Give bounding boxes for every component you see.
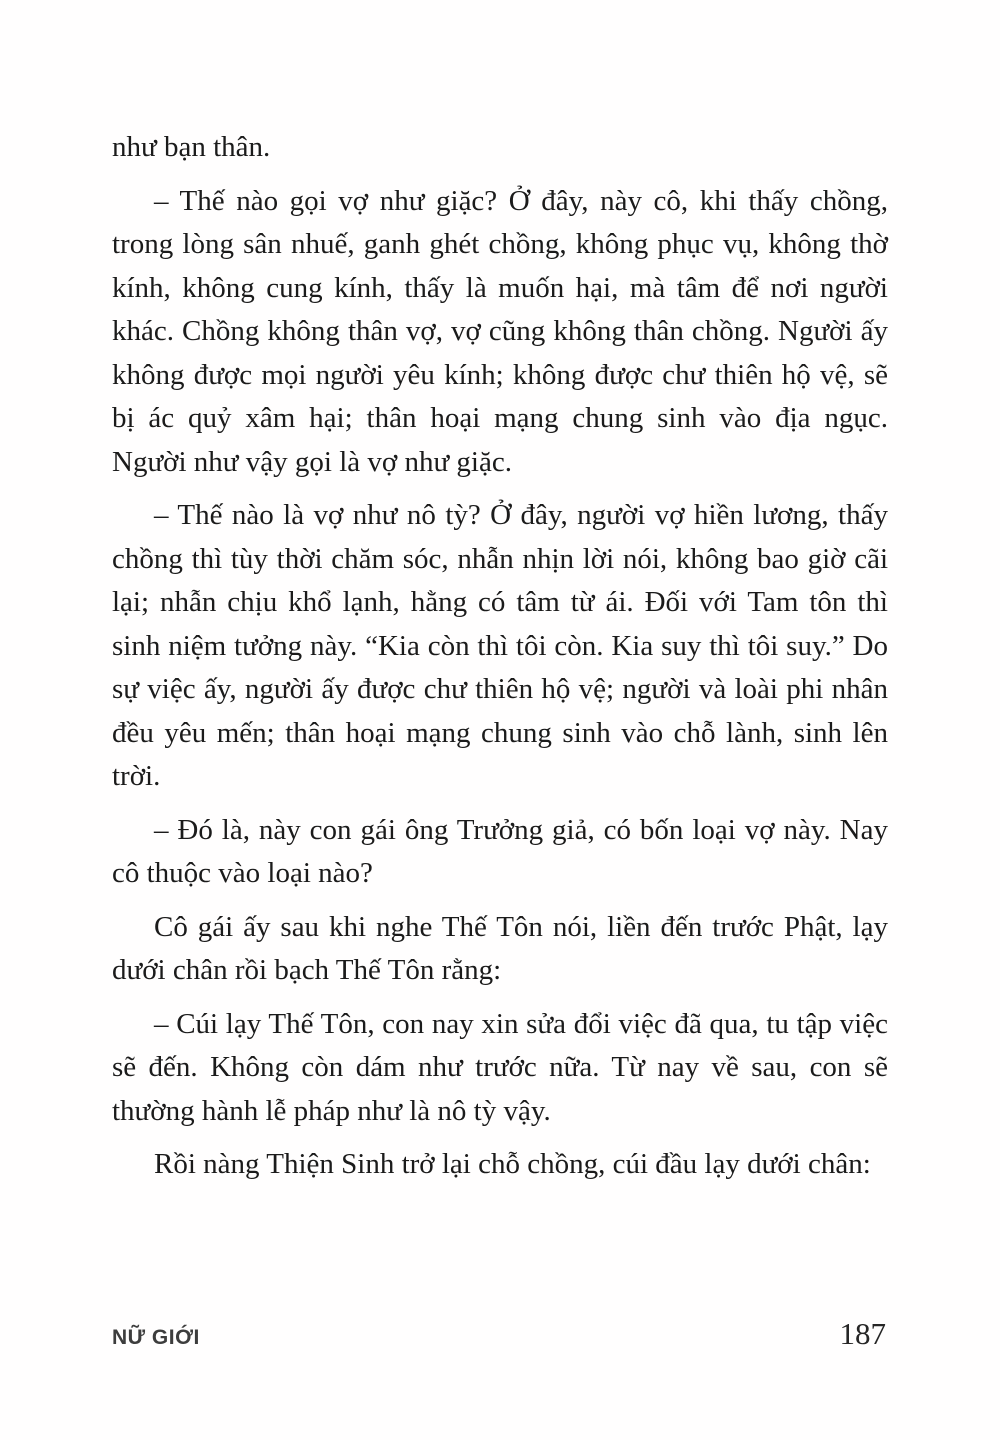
page-body-text bbox=[112, 126, 888, 1197]
body-paragraph: – Cúi lạy Thế Tôn, con nay xin sửa đổi việc đã qua, tu tập việc sẽ đến. Không còn dám như trước nữa. Từ nay về sau, con sẽ thường hành lễ pháp như là nô tỳ vậy. bbox=[112, 1007, 888, 1127]
body-paragraph: – Đó là, này con gái ông Trưởng giả, có bốn loại vợ này. Nay cô thuộc vào loại nào? bbox=[112, 813, 888, 889]
body-paragraph-continuation: như bạn thân. bbox=[112, 131, 271, 163]
body-paragraph: Cô gái ấy sau khi nghe Thế Tôn nói, liền đến trước Phật, lạy dưới chân rồi bạch Thế Tôn rằng: bbox=[112, 910, 888, 986]
body-paragraph: Rồi nàng Thiện Sinh trở lại chỗ chồng, cúi đầu lạy dưới chân: bbox=[154, 1148, 871, 1180]
page-footer bbox=[112, 1316, 886, 1352]
body-paragraph: – Thế nào gọi vợ như giặc? Ở đây, này cô, khi thấy chồng, trong lòng sân nhuế, ganh ghét chồng, không phục vụ, không thờ kính, không cung kính, thấy là muốn hại, mà tâm để nơi người khác. Chồng không thân vợ, vợ cũng không thân chồng. Người ấy không được mọi người yêu kính; không được chư thiên hộ vệ, sẽ bị ác quỷ xâm hại; thân hoại mạng chung sinh vào địa ngục. Người như vậy gọi là vợ như giặc. bbox=[112, 184, 888, 478]
page-number: 187 bbox=[839, 1316, 886, 1351]
running-footer-section-title: NỮ GIỚI bbox=[112, 1326, 200, 1349]
body-paragraph: – Thế nào là vợ như nô tỳ? Ở đây, người vợ hiền lương, thấy chồng thì tùy thời chăm sóc, nhẫn nhịn lời nói, không bao giờ cãi lại; nhẫn chịu khổ lạnh, hằng có tâm từ ái. Đối với Tam tôn thì sinh niệm tưởng này. “Kia còn thì tôi còn. Kia suy thì tôi suy.” Do sự việc ấy, người ấy được chư thiên hộ vệ; người và loài phi nhân đều yêu mến; thân hoại mạng chung sinh vào chỗ lành, sinh lên trời. bbox=[112, 499, 888, 792]
